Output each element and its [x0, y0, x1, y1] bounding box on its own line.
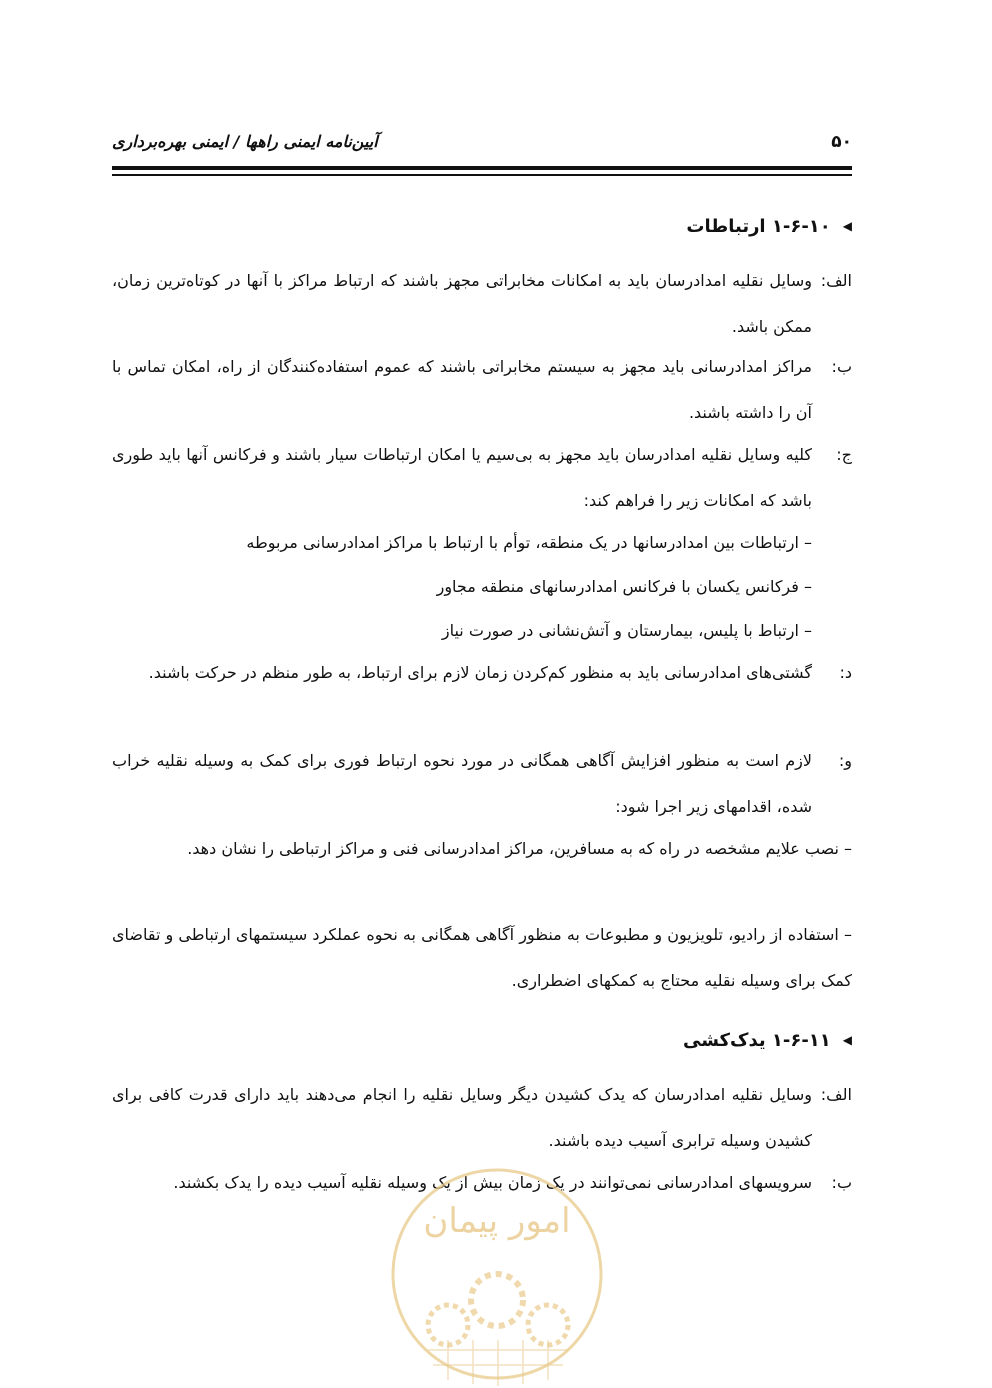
list-item [112, 1072, 852, 1164]
item-label: ج: [836, 445, 852, 464]
sub-item: – فرکانس یکسان با فرکانس امدادرسانهای منطقه مجاور [436, 577, 812, 596]
item-text: لازم است به منظور افزایش آگاهی همگانی در مورد نحوه ارتباط فوری برای کمک به وسیله نقلیه خراب شده، اقدامهای زیر اجرا شود: [112, 751, 812, 816]
stamp-text: امور پیمان [423, 1201, 571, 1241]
item-text: وسایل نقلیه امدادرسان باید به امکانات مخابراتی مجهز باشند که ارتباط مراکز با آنها در کوتاه‌ترین زمان، ممکن باشد. [112, 271, 812, 336]
list-item [112, 650, 852, 696]
item-text: کلیه وسایل نقلیه امدادرسان باید مجهز به بی‌سیم یا امکان ارتباطات سیار باشند و فرکانس آنها باید طوری باشد که امکانات زیر را فراهم کند: [112, 445, 812, 510]
heading-text: ۱-۶-۱۱ یدک‌کشی [683, 1030, 831, 1051]
item-label: و: [838, 751, 852, 770]
watermark-stamp-icon [388, 1160, 606, 1388]
heading-text: ۱-۶-۱۰ ارتباطات [686, 216, 831, 237]
triangle-bullet-icon: ◀ [842, 219, 852, 233]
page-header [112, 128, 852, 158]
triangle-bullet-icon: ◀ [842, 1033, 852, 1047]
list-item [112, 344, 852, 436]
item-label: ب: [831, 357, 852, 376]
item-text: مراکز امدادرسانی باید مجهز به سیستم مخابراتی باشند که عموم استفاده‌کنندگان از راه، امکان تماس با آن را داشته باشند. [112, 357, 812, 422]
section-heading-communications [686, 216, 852, 237]
list-item [112, 738, 852, 830]
item-text: گشتی‌های امدادرسانی باید به منظور کم‌کردن زمان لازم برای ارتباط، به طور منظم در حرکت باشند. [148, 663, 812, 682]
running-title: آیین‌نامه ایمنی راهها / ایمنی بهره‌برداری [112, 132, 378, 151]
item-label: د: [839, 663, 852, 682]
section-heading-towing [683, 1030, 852, 1051]
page-number: ۵۰ [831, 132, 852, 152]
item-text: وسایل نقلیه امدادرسان که یدک کشیدن دیگر وسایل نقلیه را انجام می‌دهند باید دارای قدرت کافی برای کشیدن وسیله ترابری آسیب دیده باشند. [112, 1085, 812, 1150]
item-text: – نصب علایم مشخصه در راه که به مسافرین، مراکز امدادرسانی فنی و مراکز ارتباطی را نشان دهد. [187, 839, 852, 858]
item-text: سرویسهای امدادرسانی نمی‌توانند در یک زمان بیش از یک وسیله نقلیه آسیب دیده را یدک بکشند. [173, 1173, 812, 1192]
sub-item: – ارتباط با پلیس، بیمارستان و آتش‌نشانی در صورت نیاز [441, 621, 812, 640]
item-label: الف: [820, 271, 852, 290]
list-item [112, 912, 852, 1004]
header-rule-thick [112, 166, 852, 170]
sub-item: – ارتباطات بین امدادرسانها در یک منطقه، توأم با ارتباط با مراکز امدادرسانی مربوطه [246, 533, 812, 552]
list-item [112, 432, 852, 524]
item-text: – استفاده از رادیو، تلویزیون و مطبوعات به منظور آگاهی همگانی به نحوه عملکرد سیستمهای ارتباطی و تقاضای کمک برای وسیله نقلیه محتاج به کمکهای اضطراری. [112, 925, 852, 990]
list-item [112, 258, 852, 350]
list-item [112, 826, 852, 872]
header-rule-thin [112, 174, 852, 176]
item-label: ب: [831, 1173, 852, 1192]
item-label: الف: [820, 1085, 852, 1104]
